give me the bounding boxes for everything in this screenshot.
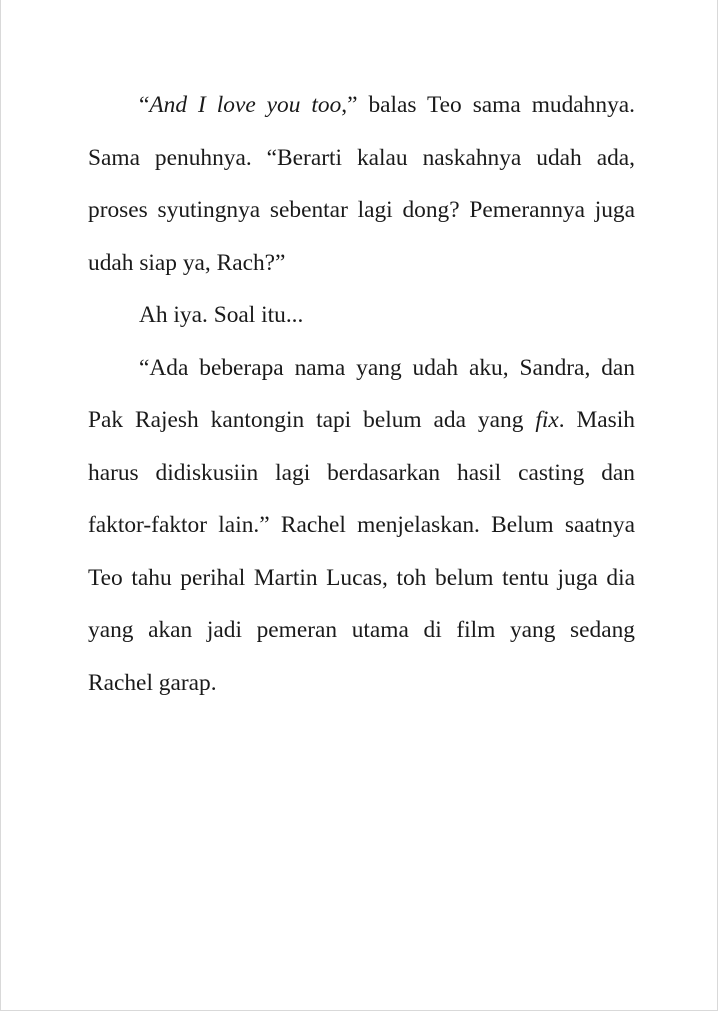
text-segment: . Masih harus didiskusiin lagi berdasarkan hasil casting dan faktor-faktor lain.” Rachel menjelaskan. Belum saatnya Teo tahu perihal Martin Lucas, toh belum tentu juga dia yang akan jadi pemeran utama di film yang sedang Rachel garap. [88, 407, 635, 696]
text-segment: “ [139, 92, 150, 118]
text-segment: ,” balas Teo sama mudahnya. Sama penuhnya. “Berarti kalau naskahnya udah ada, proses syutingnya sebentar lagi dong? Pemerannya juga udah siap ya, Rach?” [88, 92, 635, 276]
body-text [88, 79, 635, 709]
paragraph [88, 79, 635, 289]
paragraph [88, 289, 635, 342]
paragraph [88, 342, 635, 710]
text-segment: Ah iya. Soal itu... [139, 302, 304, 328]
text-segment: “Ada beberapa nama yang udah aku, Sandra, dan Pak Rajesh kantongin tapi belum ada yang [88, 354, 635, 433]
italic-text-segment: fix [535, 407, 559, 433]
italic-text-segment: And I love you too [149, 92, 342, 118]
